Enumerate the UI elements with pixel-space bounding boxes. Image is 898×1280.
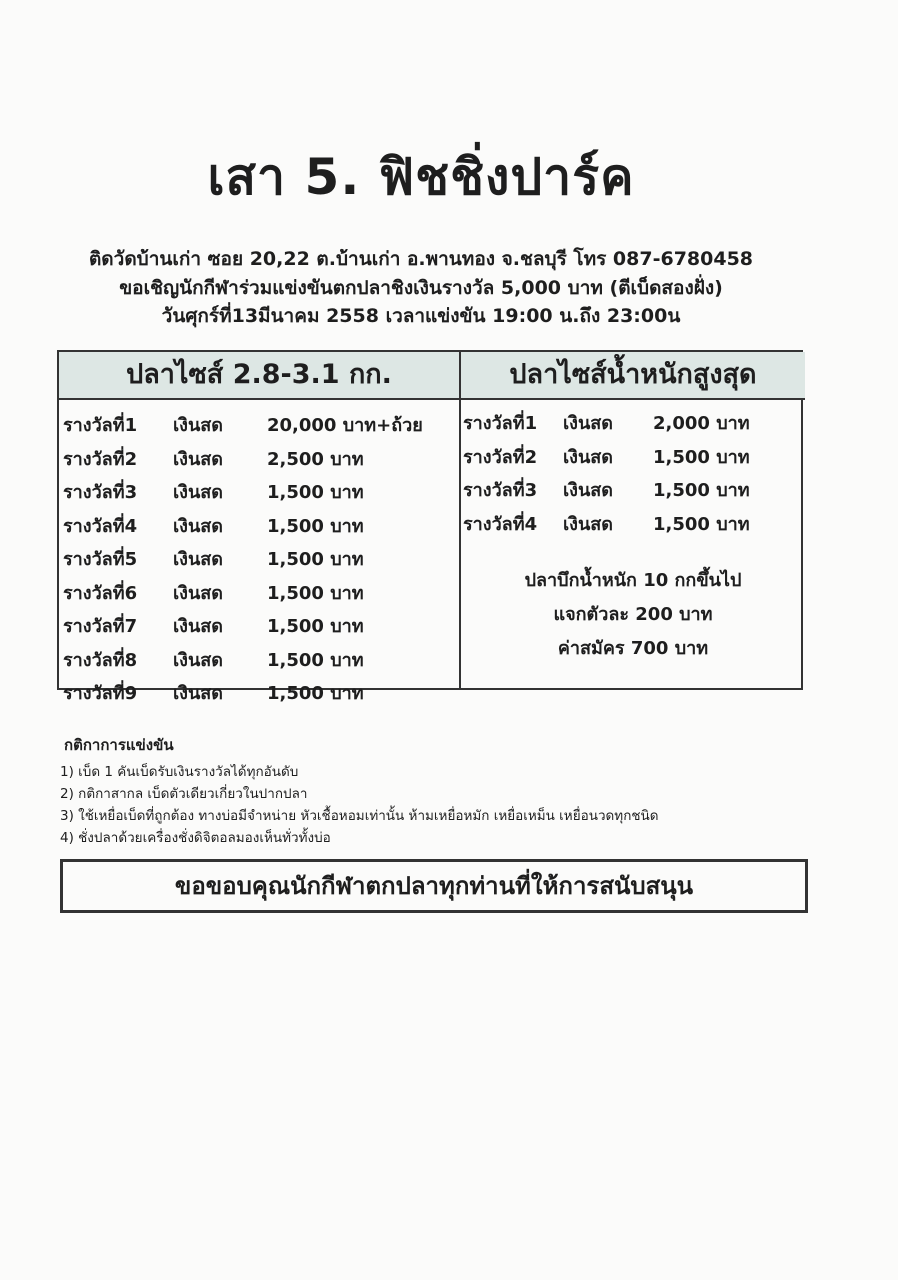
prize-rank: รางวัลที่2 bbox=[63, 448, 138, 470]
prize-row bbox=[461, 469, 805, 503]
prize-list bbox=[461, 400, 805, 536]
prize-amount: 1,500 บาท bbox=[653, 446, 750, 468]
prize-row bbox=[461, 503, 805, 537]
extra-info-line: ค่าสมัคร 700 บาท bbox=[557, 638, 709, 659]
prize-amount: 1,500 บาท bbox=[267, 549, 364, 570]
date-time-line: วันศุกร์ที่13มีนาคม 2558 เวลาแข่งขัน 19:00 น.ถึง 23:00น bbox=[161, 305, 681, 327]
prize-rank: รางวัลที่4 bbox=[463, 513, 538, 535]
prize-cash-label: เงินสด bbox=[173, 482, 223, 503]
prize-rank: รางวัลที่7 bbox=[63, 616, 138, 637]
prize-cash-label: เงินสด bbox=[563, 480, 613, 501]
prize-cash-label: เงินสด bbox=[173, 415, 223, 436]
prize-amount: 1,500 บาท bbox=[653, 513, 750, 535]
rules-heading: กติกาการแข่งขัน bbox=[64, 736, 174, 754]
prize-amount: 1,500 บาท bbox=[267, 515, 364, 537]
prize-row bbox=[59, 639, 459, 673]
prize-rank: รางวัลที่1 bbox=[63, 415, 138, 436]
address-line: ติดวัดบ้านเก่า ซอย 20,22 ต.บ้านเก่า อ.พานทอง จ.ชลบุรี โทร 087-6780458 bbox=[88, 248, 754, 270]
rule-item: 1) เบ็ด 1 คันเบ็ดรับเงินรางวัลได้ทุกอันดับ bbox=[60, 764, 299, 780]
extra-info-line: แจกตัวละ 200 บาท bbox=[553, 604, 713, 625]
prize-rank: รางวัลที่6 bbox=[63, 582, 138, 604]
prize-cash-label: เงินสด bbox=[563, 513, 613, 535]
prize-row bbox=[461, 402, 805, 436]
prize-table bbox=[57, 350, 803, 704]
page-title: เสา 5. ฟิชชิ่งปาร์ค bbox=[207, 148, 635, 206]
prize-cash-label: เงินสด bbox=[173, 549, 223, 570]
prize-amount: 1,500 บาท bbox=[267, 482, 364, 503]
prize-rank: รางวัลที่8 bbox=[63, 649, 138, 671]
prize-amount: 20,000 บาท+ถ้วย bbox=[267, 415, 423, 436]
prize-row bbox=[59, 505, 459, 539]
prize-cash-label: เงินสด bbox=[563, 413, 613, 434]
prize-rank: รางวัลที่9 bbox=[63, 683, 138, 704]
prize-amount: 1,500 บาท bbox=[267, 616, 364, 637]
prize-row bbox=[461, 436, 805, 470]
prize-amount: 2,000 บาท bbox=[653, 413, 750, 434]
prize-amount: 1,500 บาท bbox=[267, 582, 364, 604]
rule-item: 3) ใช้เหยื่อเบ็ดที่ถูกต้อง ทางบ่อมีจำหน่าย หัวเชื้อหอมเท่านั้น ห้ามเหยื่อหมัก เหยื่อเหม็น เหยื่อนวดทุกชนิด bbox=[60, 808, 659, 824]
prize-cash-label: เงินสด bbox=[173, 683, 223, 704]
prize-column-header: ปลาไซส์น้ำหนักสูงสุด bbox=[461, 352, 805, 400]
prize-cash-label: เงินสด bbox=[173, 582, 223, 604]
extra-info bbox=[461, 564, 805, 666]
prize-row bbox=[59, 471, 459, 505]
prize-cash-label: เงินสด bbox=[173, 515, 223, 537]
prize-column-heaviest bbox=[459, 352, 805, 688]
prize-column-header: ปลาไซส์ 2.8-3.1 กก. bbox=[59, 352, 459, 400]
prize-amount: 2,500 บาท bbox=[267, 448, 364, 470]
prize-row bbox=[59, 404, 459, 438]
prize-rank: รางวัลที่2 bbox=[463, 446, 538, 468]
prize-amount: 1,500 บาท bbox=[267, 649, 364, 671]
prize-cash-label: เงินสด bbox=[173, 649, 223, 671]
prize-rank: รางวัลที่5 bbox=[63, 549, 138, 570]
prize-cash-label: เงินสด bbox=[173, 616, 223, 637]
prize-row bbox=[59, 572, 459, 606]
prize-row bbox=[59, 438, 459, 472]
prize-rank: รางวัลที่3 bbox=[63, 482, 138, 503]
invitation-line: ขอเชิญนักกีฬาร่วมแข่งขันตกปลาชิงเงินรางวัล 5,000 บาท (ตีเบ็ดสองฝั่ง) bbox=[119, 277, 723, 299]
rule-item: 2) กติกาสากล เบ็ดตัวเดียวเกี่ยวในปากปลา bbox=[60, 786, 308, 802]
prize-row bbox=[59, 605, 459, 639]
prize-rank: รางวัลที่3 bbox=[463, 480, 538, 501]
prize-row bbox=[59, 538, 459, 572]
thanks-banner: ขอขอบคุณนักกีฬาตกปลาทุกท่านที่ให้การสนับสนุน bbox=[60, 859, 808, 913]
prize-rank: รางวัลที่1 bbox=[463, 413, 538, 434]
prize-amount: 1,500 บาท bbox=[653, 480, 750, 501]
prize-column-size bbox=[59, 352, 459, 704]
extra-info-line: ปลาบึกน้ำหนัก 10 กกขึ้นไป bbox=[524, 570, 742, 591]
prize-rank: รางวัลที่4 bbox=[63, 515, 138, 537]
prize-cash-label: เงินสด bbox=[563, 446, 613, 468]
prize-amount: 1,500 บาท bbox=[267, 683, 364, 704]
prize-list bbox=[59, 400, 459, 706]
rules-list bbox=[60, 761, 659, 849]
prize-row bbox=[59, 672, 459, 706]
prize-cash-label: เงินสด bbox=[173, 448, 223, 470]
rule-item: 4) ชั่งปลาด้วยเครื่องชั่งดิจิตอลมองเห็นทั่วทั้งบ่อ bbox=[60, 830, 331, 846]
